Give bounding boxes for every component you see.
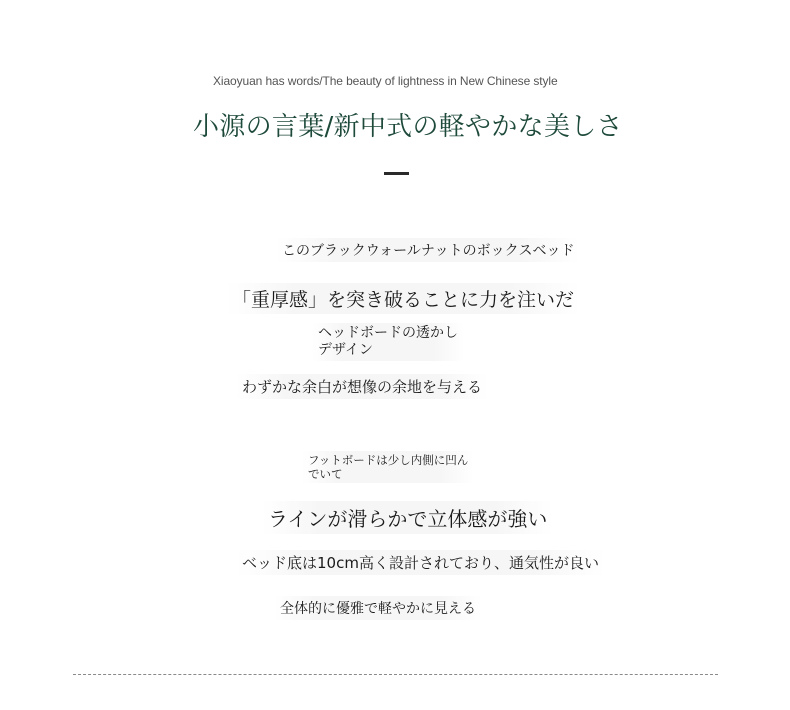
- description-line-5a: フットボードは少し内側に凹ん: [308, 453, 469, 467]
- subtitle-english: Xiaoyuan has words/The beauty of lightness in New Chinese style: [213, 74, 558, 88]
- page-title: 小源の言葉/新中式の軽やかな美しさ: [193, 112, 623, 142]
- description-line-4: わずかな余白が想像の余地を与える: [236, 374, 488, 399]
- description-line-3: [312, 323, 464, 361]
- description-line-6: ラインが滑らかで立体感が強い: [262, 501, 553, 534]
- description-line-3a: ヘッドボードの透かし: [318, 325, 458, 341]
- description-line-8: 全体的に優雅で軽やかに見える: [274, 596, 482, 620]
- description-line-5: [302, 451, 474, 483]
- description-line-5b: でいて: [308, 467, 343, 481]
- description-line-7: ベッド底は10cm高く設計されており、通気性が良い: [236, 550, 605, 575]
- description-line-1: このブラックウォールナットのボックスベッド: [276, 238, 580, 262]
- description-line-3b: デザイン: [318, 342, 374, 358]
- description-line-2: 「重厚感」を突き破ることに力を注いだ: [226, 283, 580, 314]
- title-underline-divider: [384, 172, 409, 175]
- dashed-divider: [73, 674, 718, 675]
